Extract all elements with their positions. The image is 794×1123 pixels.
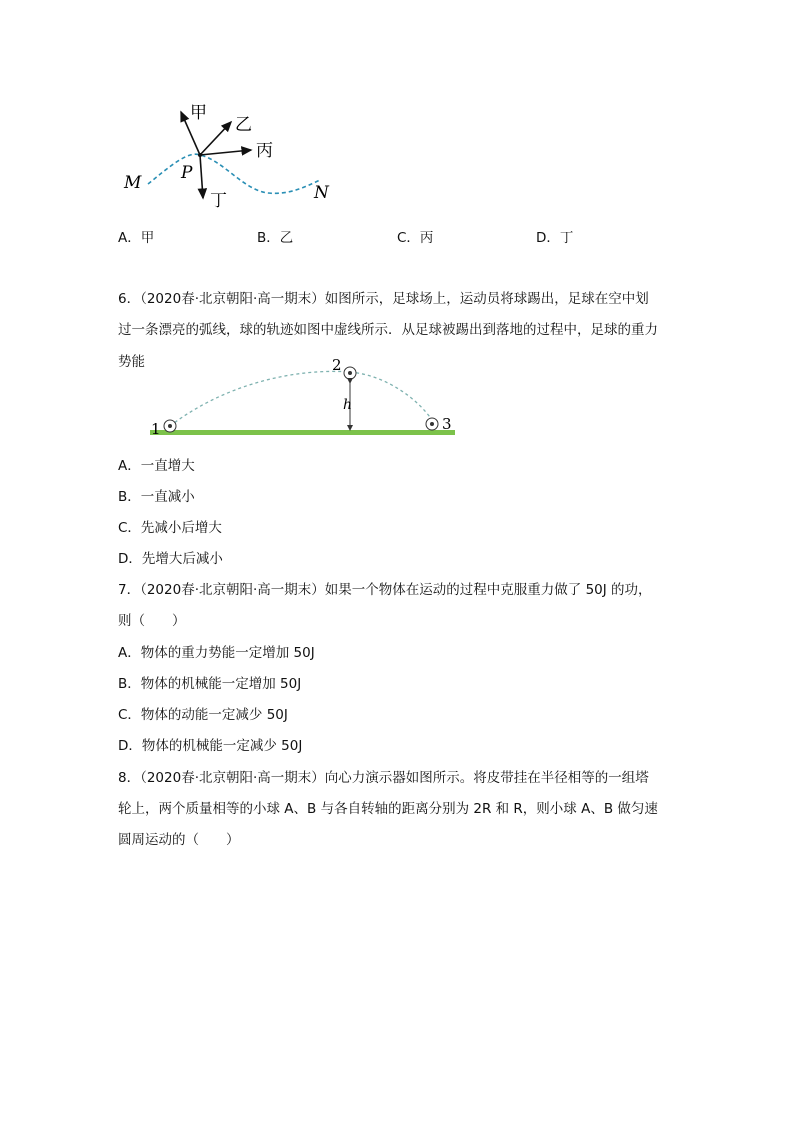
ground-line xyxy=(150,430,455,435)
label-bing: 丙 xyxy=(256,141,273,161)
q7-option-d: D．物体的机械能一定减少 50J xyxy=(118,738,303,754)
label-point-3: 3 xyxy=(442,415,452,433)
label-point-2: 2 xyxy=(332,356,342,374)
label-h: h xyxy=(343,397,353,413)
arrow-yi xyxy=(200,122,231,155)
mn-dashed-curve xyxy=(148,154,320,193)
q7-stem-line1: 7．（2020春·北京朝阳·高一期末）如果一个物体在运动的过程中克服重力做了 50J 的功， xyxy=(118,582,652,598)
q5-option-c: C．丙 xyxy=(397,230,434,246)
curve-force-figure xyxy=(118,98,329,213)
q5-option-b: B．乙 xyxy=(257,230,294,246)
label-yi: 乙 xyxy=(235,115,252,135)
label-m: M xyxy=(124,173,142,193)
arrow-ding xyxy=(200,155,203,198)
q7-option-b: B．物体的机械能一定增加 50J xyxy=(118,676,302,692)
label-ding: 丁 xyxy=(210,191,227,211)
trajectory-dashed-curve xyxy=(170,371,432,426)
football-trajectory-figure xyxy=(145,354,460,439)
q6-option-c: C．先减小后增大 xyxy=(118,520,222,536)
q5-option-d: D．丁 xyxy=(536,230,574,246)
label-n: N xyxy=(314,183,329,203)
q7-option-a: A．物体的重力势能一定增加 50J xyxy=(118,645,315,661)
q6-option-b: B．一直减小 xyxy=(118,489,195,505)
q8-stem-line1: 8．（2020春·北京朝阳·高一期末）向心力演示器如图所示。将皮带挂在半径相等的一组塔 xyxy=(118,770,649,786)
label-point-1: 1 xyxy=(151,420,161,438)
q7-stem-line2: 则（ ） xyxy=(118,613,186,629)
q7-option-c: C．物体的动能一定减少 50J xyxy=(118,707,288,723)
q6-option-a: A．一直增大 xyxy=(118,458,195,474)
q6-stem-line1: 6．（2020春·北京朝阳·高一期末）如图所示，足球场上，运动员将球踢出，足球在空中划 xyxy=(118,291,649,307)
q6-stem-line2: 过一条漂亮的弧线，球的轨迹如图中虚线所示．从足球被踢出到落地的过程中，足球的重力 xyxy=(118,322,658,338)
q8-stem-line3: 圆周运动的（ ） xyxy=(118,832,240,848)
q8-stem-line2: 轮上，两个质量相等的小球 A、B 与各自转轴的距离分别为 2R 和 R，则小球 A、B 做匀速 xyxy=(118,801,658,817)
q6-stem-line3: 势能 xyxy=(118,354,145,370)
label-p: P xyxy=(181,163,193,183)
q6-option-d: D．先增大后减小 xyxy=(118,551,223,567)
q5-option-a: A．甲 xyxy=(118,230,155,246)
arrow-bing xyxy=(200,150,251,155)
label-jia: 甲 xyxy=(190,103,207,123)
